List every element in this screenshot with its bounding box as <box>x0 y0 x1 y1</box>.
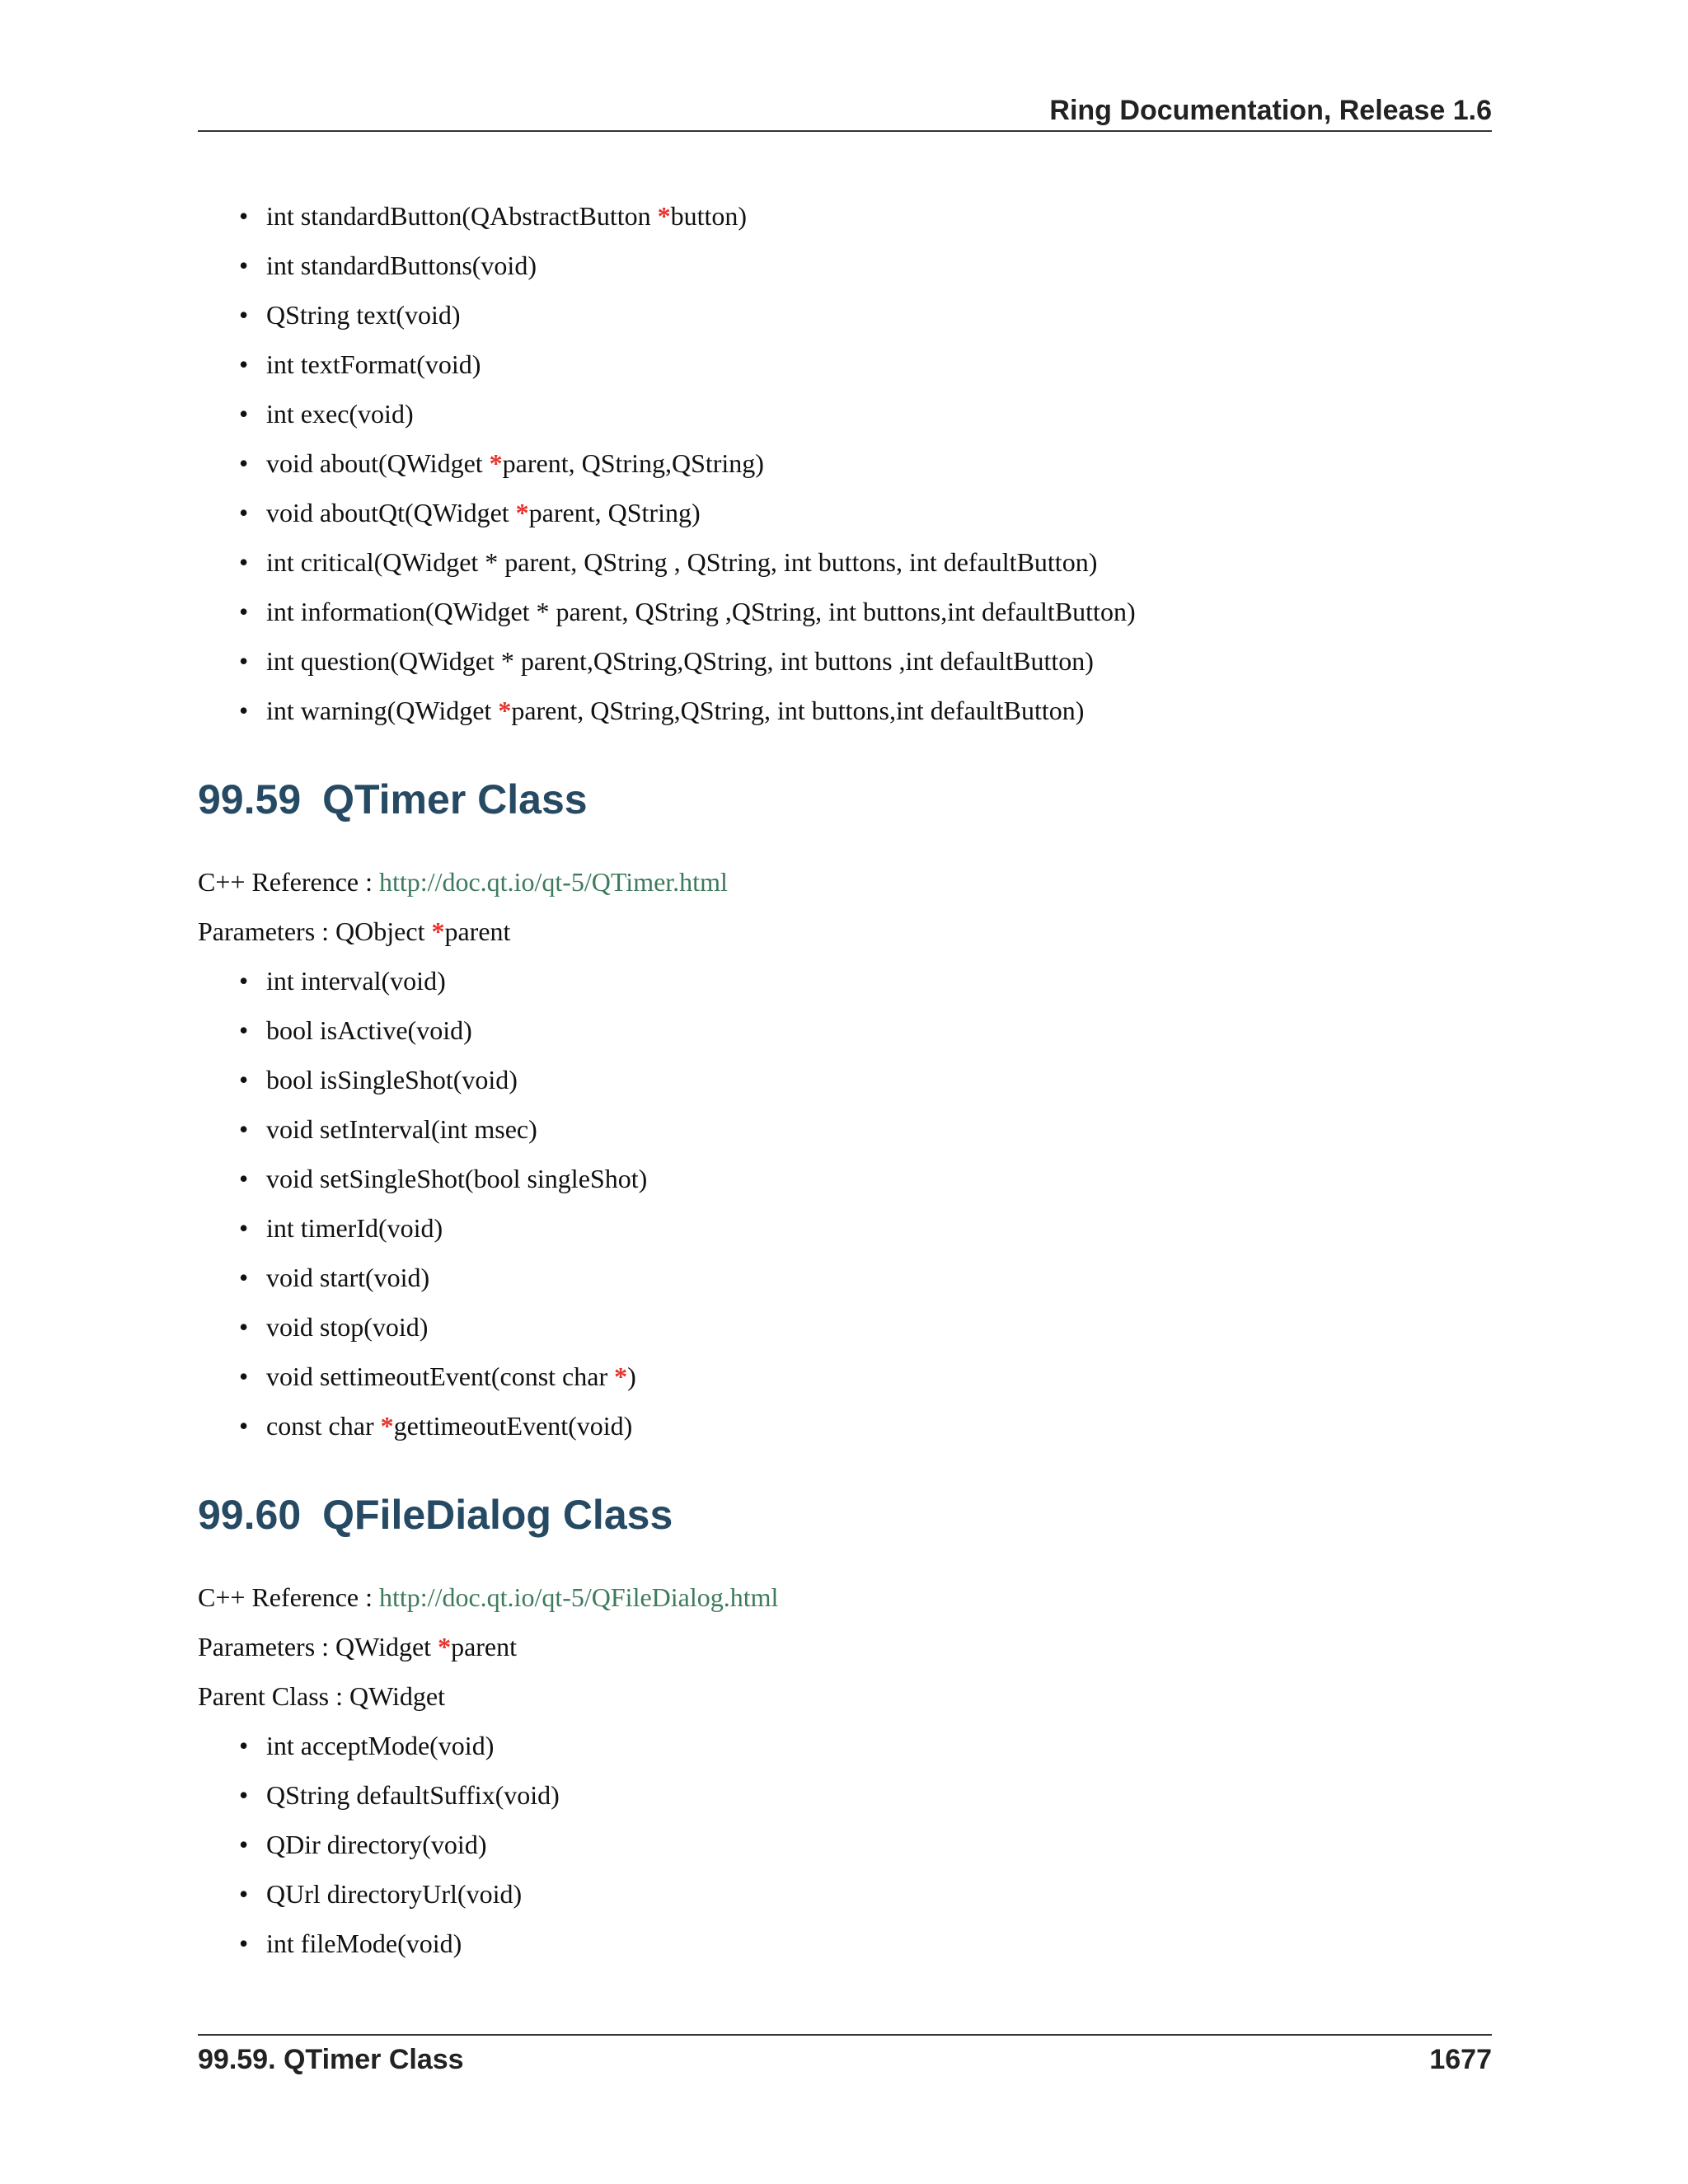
method-item <box>239 293 1492 343</box>
method-text: int interval(void) <box>266 966 446 996</box>
parameters-value: parent <box>444 916 511 946</box>
bullet-icon: • <box>239 1065 249 1094</box>
method-item <box>239 1157 1492 1207</box>
method-item <box>239 491 1492 541</box>
method-item <box>239 1058 1492 1108</box>
section-name: QFileDialog Class <box>322 1492 673 1538</box>
bullet-icon: • <box>239 448 249 478</box>
page-content <box>198 194 1492 1971</box>
asterisk: * <box>438 1632 452 1661</box>
method-text: int acceptMode(void) <box>266 1731 495 1760</box>
method-text: int standardButton(QAbstractButton <box>266 201 658 231</box>
method-text: int warning(QWidget <box>266 696 499 725</box>
qfiledialog-method-list <box>198 1724 1492 1971</box>
qtimer-method-list <box>198 959 1492 1454</box>
bullet-icon: • <box>239 696 249 725</box>
bullet-icon: • <box>239 1879 249 1909</box>
method-text: void setInterval(int msec) <box>266 1114 537 1144</box>
method-text: void start(void) <box>266 1263 430 1292</box>
bullet-icon: • <box>239 547 249 577</box>
method-text: void setSingleShot(bool singleShot) <box>266 1164 648 1193</box>
method-text: int fileMode(void) <box>266 1929 462 1958</box>
method-text: void settimeoutEvent(const char <box>266 1361 615 1391</box>
bullet-icon: • <box>239 1164 249 1193</box>
section-title-qfiledialog <box>198 1490 1492 1540</box>
bullet-icon: • <box>239 201 249 231</box>
bullet-icon: • <box>239 1731 249 1760</box>
header-title: Ring Documentation, Release 1.6 <box>1049 95 1492 126</box>
parameters <box>198 910 1492 959</box>
bullet-icon: • <box>239 399 249 429</box>
bullet-icon: • <box>239 1411 249 1441</box>
bullet-icon: • <box>239 251 249 280</box>
method-item <box>239 1108 1492 1157</box>
bullet-icon: • <box>239 597 249 626</box>
asterisk: * <box>614 1361 628 1391</box>
cpp-reference-label: C++ Reference : <box>198 867 379 897</box>
page-header <box>198 92 1492 132</box>
method-text: parent, QString,QString, int buttons,int defaultButton) <box>511 696 1085 725</box>
method-item <box>239 541 1492 590</box>
method-item <box>239 1009 1492 1058</box>
page-number: 1677 <box>1429 2044 1492 2075</box>
bullet-icon: • <box>239 498 249 527</box>
parameters-label: Parameters : QObject <box>198 916 432 946</box>
bullet-icon: • <box>239 1114 249 1144</box>
method-text: const char <box>266 1411 381 1441</box>
method-text: int information(QWidget * parent, QString ,QString, int buttons,int defaultButton) <box>266 597 1136 626</box>
method-text: QString defaultSuffix(void) <box>266 1780 560 1810</box>
asterisk: * <box>657 201 671 231</box>
method-text: int standardButtons(void) <box>266 251 537 280</box>
bullet-icon: • <box>239 1213 249 1243</box>
bullet-icon: • <box>239 646 249 676</box>
asterisk: * <box>380 1411 394 1441</box>
section-name: QTimer Class <box>322 776 588 823</box>
section-number: 99.60 <box>198 1492 302 1538</box>
method-item <box>239 1823 1492 1872</box>
cpp-reference-link[interactable]: http://doc.qt.io/qt-5/QFileDialog.html <box>379 1582 779 1612</box>
method-text: bool isActive(void) <box>266 1015 472 1045</box>
method-item <box>239 640 1492 689</box>
footer-section: 99.59. QTimer Class <box>198 2044 464 2075</box>
method-text: button) <box>670 201 748 231</box>
cpp-reference <box>198 1576 1492 1625</box>
method-item <box>239 1305 1492 1355</box>
method-item <box>239 689 1492 738</box>
method-text: QDir directory(void) <box>266 1830 487 1859</box>
bullet-icon: • <box>239 349 249 379</box>
method-text: gettimeoutEvent(void) <box>393 1411 633 1441</box>
method-item <box>239 1922 1492 1971</box>
method-item <box>239 1724 1492 1774</box>
asterisk: * <box>498 696 512 725</box>
bullet-icon: • <box>239 1780 249 1810</box>
qmessagebox-method-list <box>198 194 1492 738</box>
parameters-label: Parameters : QWidget <box>198 1632 438 1661</box>
page-footer <box>198 2034 1492 2080</box>
method-item <box>239 1404 1492 1454</box>
method-item <box>239 959 1492 1009</box>
method-text: void aboutQt(QWidget <box>266 498 516 527</box>
bullet-icon: • <box>239 1015 249 1045</box>
method-text: int question(QWidget * parent,QString,QString, int buttons ,int defaultButton) <box>266 646 1094 676</box>
bullet-icon: • <box>239 300 249 330</box>
method-item <box>239 392 1492 442</box>
bullet-icon: • <box>239 1929 249 1958</box>
method-item <box>239 244 1492 293</box>
method-item <box>239 1256 1492 1305</box>
method-item <box>239 1872 1492 1922</box>
method-text: parent, QString,QString) <box>502 448 764 478</box>
section-number: 99.59 <box>198 776 302 823</box>
bullet-icon: • <box>239 1830 249 1859</box>
method-text: QString text(void) <box>266 300 461 330</box>
method-item <box>239 1774 1492 1823</box>
method-item <box>239 590 1492 640</box>
asterisk: * <box>489 448 503 478</box>
method-text: parent, QString) <box>528 498 701 527</box>
asterisk: * <box>431 916 445 946</box>
method-item <box>239 343 1492 392</box>
parameters <box>198 1625 1492 1675</box>
asterisk: * <box>515 498 529 527</box>
method-text: int textFormat(void) <box>266 349 481 379</box>
cpp-reference-link[interactable]: http://doc.qt.io/qt-5/QTimer.html <box>379 867 728 897</box>
section-title-qtimer <box>198 775 1492 824</box>
bullet-icon: • <box>239 1263 249 1292</box>
method-text: bool isSingleShot(void) <box>266 1065 518 1094</box>
cpp-reference <box>198 860 1492 910</box>
bullet-icon: • <box>239 1361 249 1391</box>
bullet-icon: • <box>239 966 249 996</box>
cpp-reference-label: C++ Reference : <box>198 1582 379 1612</box>
method-text: QUrl directoryUrl(void) <box>266 1879 523 1909</box>
parameters-value: parent <box>451 1632 518 1661</box>
method-text: ) <box>627 1361 636 1391</box>
method-text: int exec(void) <box>266 399 414 429</box>
method-item <box>239 194 1492 244</box>
method-item <box>239 442 1492 491</box>
method-text: int timerId(void) <box>266 1213 443 1243</box>
method-item <box>239 1355 1492 1404</box>
bullet-icon: • <box>239 1312 249 1342</box>
parent-class: Parent Class : QWidget <box>198 1681 445 1711</box>
method-text: void about(QWidget <box>266 448 490 478</box>
method-text: int critical(QWidget * parent, QString , QString, int buttons, int defaultButton) <box>266 547 1098 577</box>
method-item <box>239 1207 1492 1256</box>
method-text: void stop(void) <box>266 1312 429 1342</box>
